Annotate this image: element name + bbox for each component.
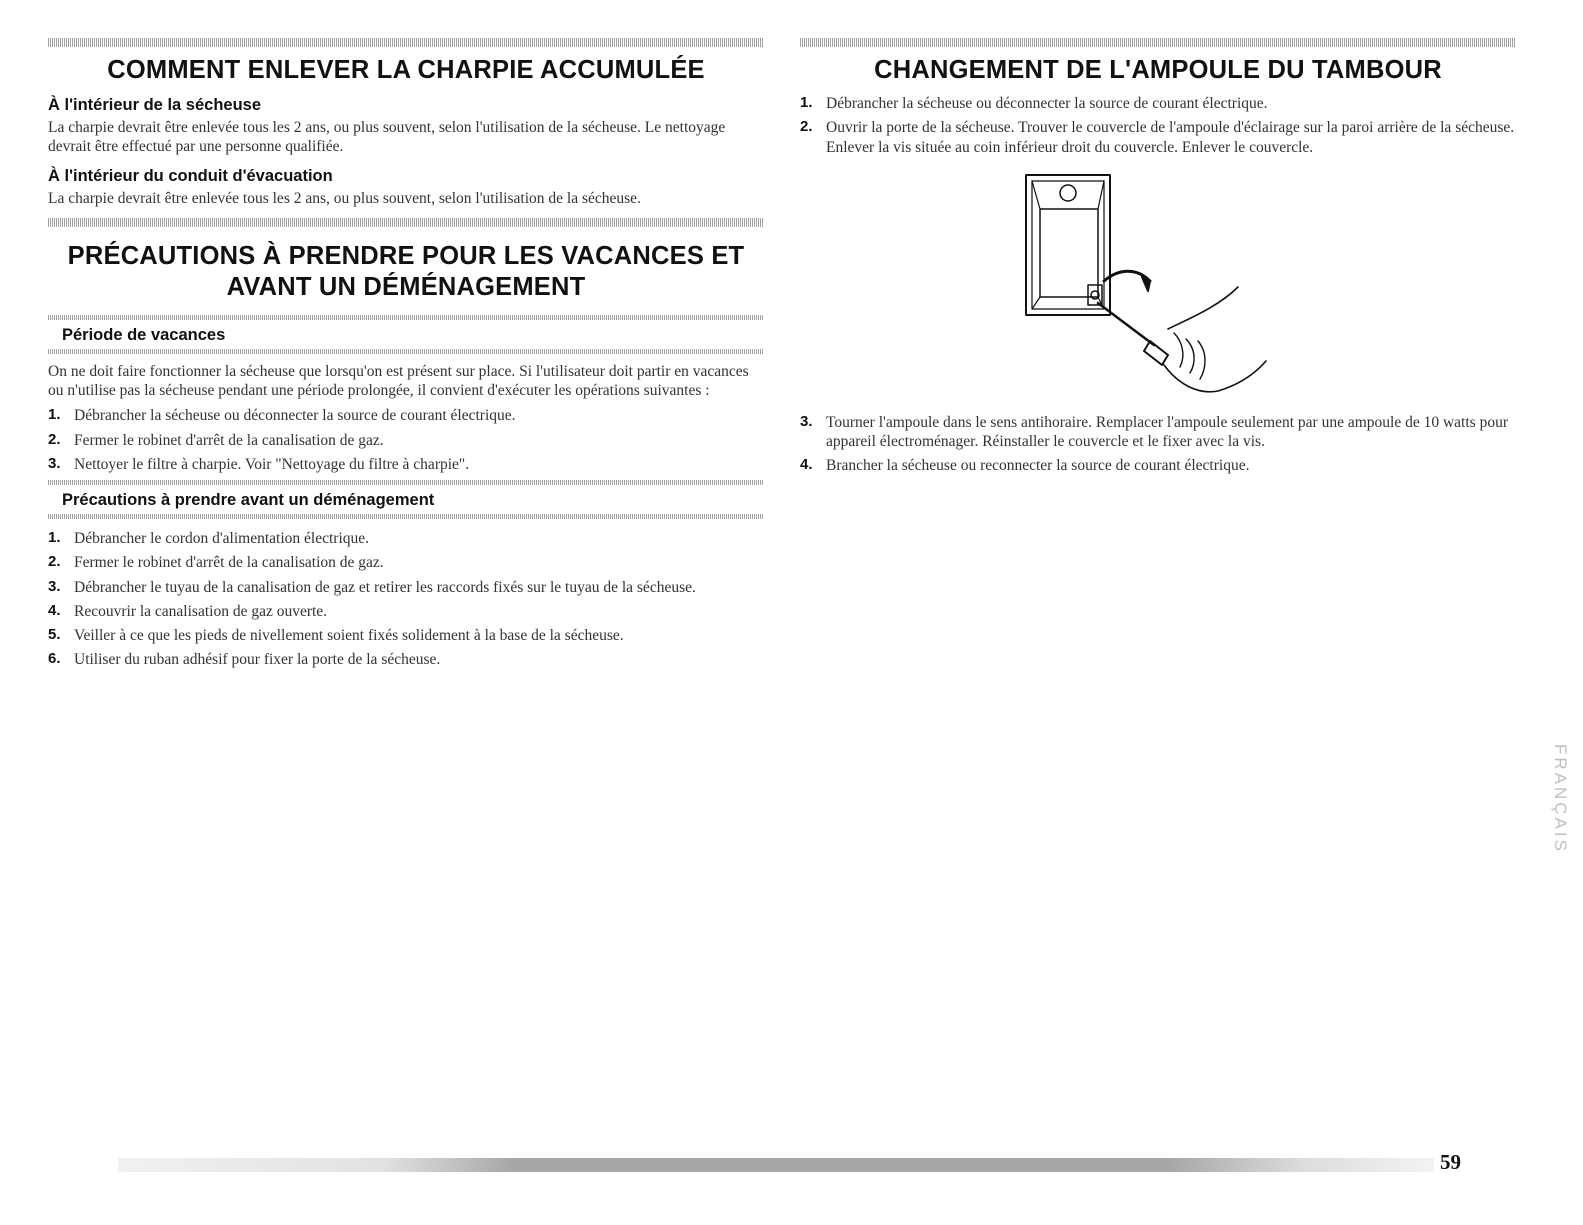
step-number: 2. xyxy=(48,553,61,571)
step-text: Recouvrir la canalisation de gaz ouverte. xyxy=(74,602,328,620)
dryer-interior-text: La charpie devrait être enlevée tous les 2 ans, ou plus souvent, selon l'utilisation de la sécheuse. Le nettoyage devrait être effectué par une personne qualifiée. xyxy=(48,119,726,156)
step-number: 1. xyxy=(48,406,61,424)
step-number: 3. xyxy=(800,412,813,430)
step-text: Fermer le robinet d'arrêt de la canalisation de gaz. xyxy=(74,431,384,449)
step-number: 1. xyxy=(800,94,813,112)
list-item xyxy=(48,553,764,572)
step-text: Ouvrir la porte de la sécheuse. Trouver le couvercle de l'ampoule d'éclairage sur la paroi arrière de la sécheuse. Enlever la vis située au coin inférieur droit du couvercle. Enlever le couvercle. xyxy=(826,119,1515,156)
vacation-title-line2: AVANT UN DÉMÉNAGEMENT xyxy=(226,272,586,301)
subsection-divider xyxy=(48,315,764,320)
vacation-steps-list xyxy=(48,406,764,474)
section-divider xyxy=(48,38,764,47)
lint-section-title: COMMENT ENLEVER LA CHARPIE ACCUMULÉE xyxy=(107,56,705,84)
list-item xyxy=(48,455,764,474)
footer-bar xyxy=(118,1158,1434,1172)
dryer-interior-heading: À l'intérieur de la sécheuse xyxy=(48,96,262,115)
exhaust-duct-heading: À l'intérieur du conduit d'évacuation xyxy=(48,166,333,185)
bulb-steps-list-continued xyxy=(800,413,1516,476)
step-text: Débrancher le cordon d'alimentation électrique. xyxy=(74,530,370,548)
moving-steps-list xyxy=(48,529,764,669)
step-text: Débrancher la sécheuse ou déconnecter la source de courant électrique. xyxy=(826,95,1268,113)
list-item xyxy=(800,118,1516,156)
bulb-section-title: CHANGEMENT DE L'AMPOULE DU TAMBOUR xyxy=(874,56,1442,84)
vacation-intro-text: On ne doit faire fonctionner la sécheuse que lorsqu'on est présent sur place. Si l'utilisateur doit partir en vacances ou n'utilise pas la sécheuse pendant une période prolongée, il convient d'exécuter les opérations suivantes : xyxy=(48,362,749,400)
step-number: 4. xyxy=(48,601,61,619)
list-item xyxy=(800,94,1516,113)
list-item xyxy=(48,602,764,621)
bulb-cover-illustration xyxy=(1018,169,1288,401)
step-number: 6. xyxy=(48,650,61,668)
step-number: 3. xyxy=(48,454,61,472)
list-item xyxy=(48,529,764,548)
list-item xyxy=(48,626,764,645)
subsection-divider xyxy=(48,480,764,485)
list-item xyxy=(48,431,764,450)
exhaust-duct-text: La charpie devrait être enlevée tous les 2 ans, ou plus souvent, selon l'utilisation de la sécheuse. xyxy=(48,189,641,207)
step-text: Utiliser du ruban adhésif pour fixer la porte de la sécheuse. xyxy=(74,651,441,669)
hand-outline xyxy=(1168,287,1238,329)
step-text: Brancher la sécheuse ou reconnecter la source de courant électrique. xyxy=(826,457,1250,475)
step-text: Débrancher le tuyau de la canalisation de gaz et retirer les raccords fixés sur le tuyau de la sécheuse. xyxy=(74,578,696,596)
right-column xyxy=(800,38,1516,480)
step-text: Tourner l'ampoule dans le sens antihoraire. Remplacer l'ampoule seulement par une ampoule de 10 watts pour appareil électroménager. Réinstaller le couvercle et le fixer avec la vis. xyxy=(826,413,1508,450)
step-number: 1. xyxy=(48,529,61,547)
vacation-title-line1: PRÉCAUTIONS À PRENDRE POUR LES VACANCES ET xyxy=(67,241,745,270)
bulb-steps-list xyxy=(800,94,1516,157)
subsection-divider xyxy=(48,514,764,519)
step-text: Fermer le robinet d'arrêt de la canalisation de gaz. xyxy=(74,554,384,572)
list-item xyxy=(48,406,764,425)
list-item xyxy=(48,650,764,669)
step-number: 5. xyxy=(48,625,61,643)
vacation-section-title xyxy=(48,241,764,303)
step-number: 2. xyxy=(48,430,61,448)
step-text: Débrancher la sécheuse ou déconnecter la source de courant électrique. xyxy=(74,407,516,425)
step-number: 4. xyxy=(800,456,813,474)
step-number: 3. xyxy=(48,577,61,595)
moving-heading: Précautions à prendre avant un déménagement xyxy=(62,491,435,510)
language-side-tab: FRANÇAIS xyxy=(1551,744,1570,854)
vacation-period-heading: Période de vacances xyxy=(62,325,226,344)
step-text: Nettoyer le filtre à charpie. Voir "Nettoyage du filtre à charpie". xyxy=(74,455,470,473)
page-number: 59 xyxy=(1440,1150,1461,1174)
list-item xyxy=(800,413,1516,451)
step-text: Veiller à ce que les pieds de nivellement soient fixés solidement à la base de la sécheuse. xyxy=(74,626,624,644)
step-number: 2. xyxy=(800,118,813,136)
screwdriver-icon xyxy=(1098,303,1154,345)
list-item xyxy=(800,456,1516,475)
subsection-divider xyxy=(48,349,764,354)
list-item xyxy=(48,578,764,597)
section-divider xyxy=(800,38,1516,47)
left-column xyxy=(48,38,764,674)
bulb-icon xyxy=(1060,185,1076,201)
section-divider xyxy=(48,218,764,227)
